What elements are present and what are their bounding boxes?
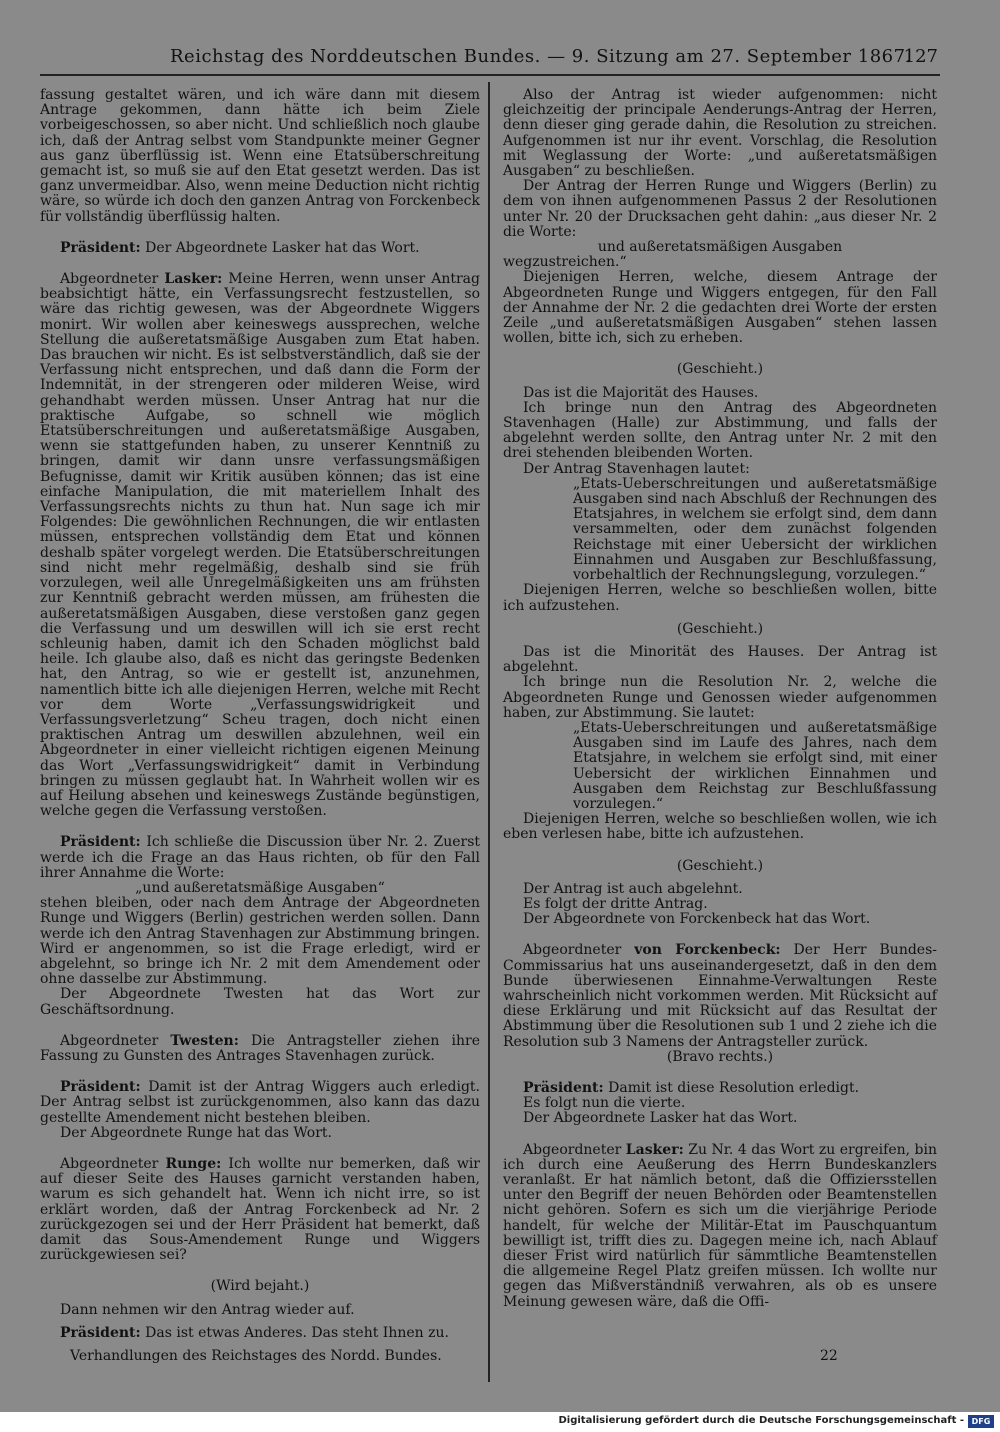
speech-text: Zu Nr. 4 das Wort zu ergreifen, bin ich durch eine Aeußerung des Herrn Bundeskanzlers veranlaßt. Er hat nämlich betont, daß die Offiziersstellen unter den Begriff der neuen Behörden oder Beamtenstellen nicht gehören. Sofern es sich um die vierjährige Periode handelt, für welche der Militär-Etat im Pauschquantum bewilligt ist, trifft dies zu. Dagegen meine ich, nach Ablauf dieser Frist wird natürlich für sämmtliche Beamtenstellen die allgemeine Regel Platz greifen müssen. Ich wollte nur gegen das Mißverständniß verwahren, als ob es unsere Meinung gewesen wäre, daß die Offi- — [503, 1141, 938, 1310]
speaker-prefix: Abgeordneter — [523, 942, 635, 959]
paragraph — [40, 1326, 480, 1341]
paragraph: Es folgt der dritte Antrag. — [523, 895, 708, 912]
paragraph — [40, 835, 480, 881]
speech-text: Ich wollte nur bemerken, daß wir auf dieser Seite des Hauses garnicht verstanden haben, warum es sich gehandelt hat. Wenn ich nicht irre, so ist erklärt worden, daß der Antrag Forckenbeck ad Nr. 2 zurückgezogen sei und der Herr Präsident hat bemerkt, daß damit das Sous-Amendement Runge und Wiggers zurückgewiesen sei? — [40, 1156, 480, 1264]
speaker-prefix: Abgeordneter — [60, 271, 165, 288]
paragraph: Diejenigen Herren, welche, diesem Antrage der Abgeordneten Runge und Wiggers entgegen, für den Fall der Annahme der Nr. 2 die gedachten drei Worte der ersten Zeile „und außeretatsmäßigen Ausgaben“ stehen lassen wollen, bitte ich, sich zu erheben. — [503, 269, 937, 347]
paragraph — [40, 1080, 480, 1126]
digitization-bar — [0, 1412, 1000, 1432]
paragraph — [503, 1143, 937, 1310]
paragraph — [503, 943, 937, 1049]
speaker-label: Präsident: — [60, 834, 141, 851]
paragraph: Der Abgeordnete Runge hat das Wort. — [60, 1124, 333, 1141]
speech-text: Damit ist der Antrag Wiggers auch erledigt. Der Antrag selbst ist zurückgenommen, also kann das dazu gestellte Amendement nicht bestehen bleiben. — [40, 1079, 480, 1126]
paragraph — [40, 272, 480, 819]
page-number: 127 — [903, 46, 938, 67]
paragraph: Der Abgeordnete von Forckenbeck hat das Wort. — [523, 911, 871, 928]
paragraph: Der Abgeordnete Twesten hat das Wort zur Geschäftsordnung. — [40, 986, 480, 1018]
paragraph: Diejenigen Herren, welche so beschließen wollen, bitte ich aufzustehen. — [503, 582, 937, 614]
paragraph: stehen bleiben, oder nach dem Antrage der Abgeordneten Runge und Wiggers (Berlin) gestrichen werden sollen. Dann werde ich den Antrag Stavenhagen zur Abstimmung bringen. Wird er angenommen, so ist die Frage erledigt, wird er abgelehnt, so bringe ich Nr. 2 mit dem Amendement oder ohne dasselbe zur Abstimmung. — [40, 895, 480, 988]
speaker-label: Runge: — [165, 1156, 222, 1172]
paragraph: Ich bringe nun den Antrag des Abgeordneten Stavenhagen (Halle) zur Abstimmung, und falls der abgelehnt werden sollte, den Antrag unter Nr. 2 mit den drei stehenden bleibenden Worten. — [503, 399, 937, 462]
paragraph: Der Antrag ist auch abgelehnt. — [523, 880, 743, 897]
speaker-label: Präsident: — [523, 1079, 604, 1096]
volume-footer: Verhandlungen des Reichstages des Nordd. Bundes. — [70, 1348, 442, 1364]
speaker-label: Lasker: — [164, 271, 223, 288]
speaker-prefix: Abgeordneter — [60, 1032, 171, 1049]
paragraph: Diejenigen Herren, welche so beschließen wollen, wie ich eben verlesen habe, bitte ich aufzustehen. — [503, 811, 937, 843]
speech-text: Der Abgeordnete Lasker hat das Wort. — [145, 239, 420, 256]
speech-text: Meine Herren, wenn unser Antrag beabsichtigt hätte, ein Verfassungsrecht festzustellen, so wäre das richtig gewesen, was der Abgeordnete Wiggers monirt. Wir wollen aber keineswegs aussprechen, welche Stellung die außeretatsmäßige Ausgaben zum Etat haben. Das brauchen wir nicht. Es ist selbstverständlich, daß sie der Verfassung nicht entsprechen, und daß dann die Form der Indemnität, in der strengeren oder milderen Weise, wird gehandhabt werden müssen. Unser Antrag hat nur die praktische Aufgabe, so schnell wie möglich Etatsüberschreitungen und außeretatsmäßige Ausgaben, wenn sie stattgefunden haben, zu unserer Kenntniß zu bringen, damit wir dann unsre verfassungsmäßigen Befugnisse, damit wir Kritik ausüben können; das ist eine einfache Manipulation, die mit materiellem Inhalt des Verfassungsrechts nichts zu thun hat. Nun sage ich mir Folgendes: Die gewöhnlichen Rechnungen, die wir entlasten müssen, entsprechen vollständig dem Etat und können deshalb später vorgelegt werden. Die Etatsüberschreitungen sind nicht mehr regelmäßig, deshalb sind sie früh vorzulegen, weil alle Unregelmäßigkeiten uns am frühsten zur Kenntniß gebracht werden müssen, am frühesten die außeretatsmäßigen Ausgaben, diese verstoßen ganz gegen die Verfassung und um deswillen will ich sie erst recht schleunig haben, damit ich den Schaden möglichst bald heile. Ich glaube also, daß es nicht das geringste Bedenken hat, den Antrag, so wie er gestellt ist, anzunehmen, namentlich bitte ich alle diejenigen Herren, welche mit Recht vor dem Worte „Verfassungswidrigkeit und Verfassungsverletzung“ Scheu tragen, doch nicht einen praktischen Antrag um deswillen abzulehnen, weil ein Abgeordneter in einer vielleicht richtigen eigenen Meinung das Wort „Verfassungswidrigkeit“ damit in Verbindung bringen zu müssen geglaubt hat. In Wahrheit wollen wir es auf Heilung absehen und keineswegs Zustände begünstigen, welche gegen die Verfassung verstoßen. — [40, 271, 480, 820]
speaker-label: Präsident: — [60, 1079, 141, 1096]
quoted-resolution: „Etats-Ueberschreitungen und außeretatsmäßige Ausgaben sind im Laufe des Jahres, nach dem Etatsjahre, in welchem sie erfolgt sind, mit einer Uebersicht der wirklichen Einnahmen und Ausgaben dem Reichstag zur Beschlußfassung vorzulegen.“ — [573, 719, 937, 812]
speech-text: Ich schließe die Discussion über Nr. 2. Zuerst werde ich die Frage an das Haus richten, ob für den Fall ihrer Annahme die Worte: — [40, 834, 481, 881]
speech-text: Die Antragsteller ziehen ihre Fassung zu Gunsten des Antrages Stavenhagen zurück. — [40, 1032, 480, 1064]
signature-mark: 22 — [820, 1348, 838, 1364]
quoted-words: „und außeretatsmäßige Ausgaben“ — [135, 879, 385, 896]
header-title: Reichstag des Norddeutschen Bundes. — 9. Sitzung am 27. September 1867. — [170, 46, 912, 67]
speaker-label: von Forckenbeck: — [634, 942, 781, 959]
speaker-label: Präsident: — [60, 1324, 141, 1341]
speaker-label: Präsident: — [60, 239, 141, 256]
paragraph: Der Antrag Stavenhagen lautet: — [523, 460, 750, 477]
quoted-words: und außeretatsmäßigen Ausgaben — [597, 239, 843, 256]
paragraph: Der Abgeordnete Lasker hat das Wort. — [523, 1110, 798, 1127]
stage-direction: (Bravo rechts.) — [666, 1048, 774, 1065]
speech-text: Der Herr Bundes-Commissarius hat uns auseinandergesetzt, daß in den dem Bunde überwiesenen Einnahme-Verwaltungen Reste wahrscheinlich nicht vorkommen werden. Mit Rücksicht auf diese Erklärung und mit Rücksicht auf das Resultat der Abstimmung über die Resolutionen sub 1 und 2 ziehe ich die Resolution sub 3 Namens der Antragsteller zurück. — [503, 942, 937, 1050]
paragraph: Das ist die Minorität des Hauses. Der Antrag ist abgelehnt. — [503, 643, 937, 676]
speaker-label: Lasker: — [625, 1141, 684, 1158]
column-divider — [488, 82, 490, 1382]
right-column — [503, 88, 937, 1310]
paragraph: Das ist die Majorität des Hauses. — [523, 384, 759, 401]
stage-direction: (Geschieht.) — [676, 361, 764, 378]
stage-direction: (Geschieht.) — [676, 620, 764, 637]
quoted-motion: „Etats-Ueberschreitungen und außeretatsmäßige Ausgaben sind nach Abschluß der Rechnungen des Etatsjahres, in welchem sie erfolgt sind, dem dann versammelten, oder dem zunächst folgenden Reichstage mit einer Uebersicht der wirklichen Einnahmen und Ausgaben zur Beschlußfassung, vorbehaltlich der Rechnungslegung, vorzulegen.“ — [573, 475, 937, 584]
stage-direction: (Geschieht.) — [676, 857, 764, 874]
speaker-prefix: Abgeordneter — [523, 1141, 626, 1158]
running-header — [40, 44, 940, 72]
speech-text: Damit ist diese Resolution erledigt. — [608, 1079, 860, 1096]
left-column — [40, 88, 480, 1341]
paragraph: fassung gestaltet wären, und ich wäre dann mit diesem Antrage gekommen, dann hätte ich beim Ziele vorbeigeschossen, so aber nicht. Und schließlich noch glaube ich, daß der Antrag selbst vom Standpunkte meiner Gegner aus ganz überflüssig ist. Wenn eine Etatsüberschreitung gemacht ist, so muß sie auf den Etat gesetzt werden. Das ist ganz unvermeidbar. Also, wenn meine Deduction nicht richtig wäre, so würde ich doch den ganzen Antrag von Forckenbeck für vollständig überflüssig halten. — [40, 87, 480, 225]
paragraph — [40, 241, 480, 256]
speaker-prefix: Abgeordneter — [60, 1156, 166, 1172]
digitization-credit: Digitalisierung gefördert durch die Deutsche Forschungsgemeinschaft - — [558, 1415, 964, 1426]
paragraph: Ich bringe nun die Resolution Nr. 2, welche die Abgeordneten Runge und Genossen wieder aufgenommen haben, zur Abstimmung. Sie lautet: — [503, 674, 937, 721]
speech-text: Das ist etwas Anderes. Das steht Ihnen zu. — [145, 1324, 449, 1341]
header-rule — [40, 74, 940, 76]
paragraph — [503, 1081, 937, 1096]
paragraph: wegzustreichen.“ — [503, 254, 627, 271]
paragraph: Der Antrag der Herren Runge und Wiggers (Berlin) zu dem von ihnen aufgenommenen Passus 2 der Resolutionen unter Nr. 20 der Drucksachen geht dahin: „aus dieser Nr. 2 die Worte: — [503, 178, 937, 240]
paragraph: Es folgt nun die vierte. — [523, 1095, 686, 1112]
stage-direction: (Wird bejaht.) — [210, 1278, 310, 1295]
paragraph: Dann nehmen wir den Antrag wieder auf. — [60, 1301, 355, 1318]
dfg-logo-icon: DFG — [968, 1415, 994, 1428]
paragraph — [40, 1157, 480, 1263]
paragraph — [40, 1034, 480, 1064]
paragraph: Also der Antrag ist wieder aufgenommen: nicht gleichzeitig der principale Aenderungs-Antrag der Herren, denn dieser ging gerade dahin, die Resolution zu streichen. Aufgenommen ist nur ihr event. Vorschlag, die Resolution mit Weglassung der Worte: „und außeretatsmäßigen Ausgaben“ zu beschließen. — [503, 87, 937, 180]
speaker-label: Twesten: — [170, 1032, 239, 1049]
